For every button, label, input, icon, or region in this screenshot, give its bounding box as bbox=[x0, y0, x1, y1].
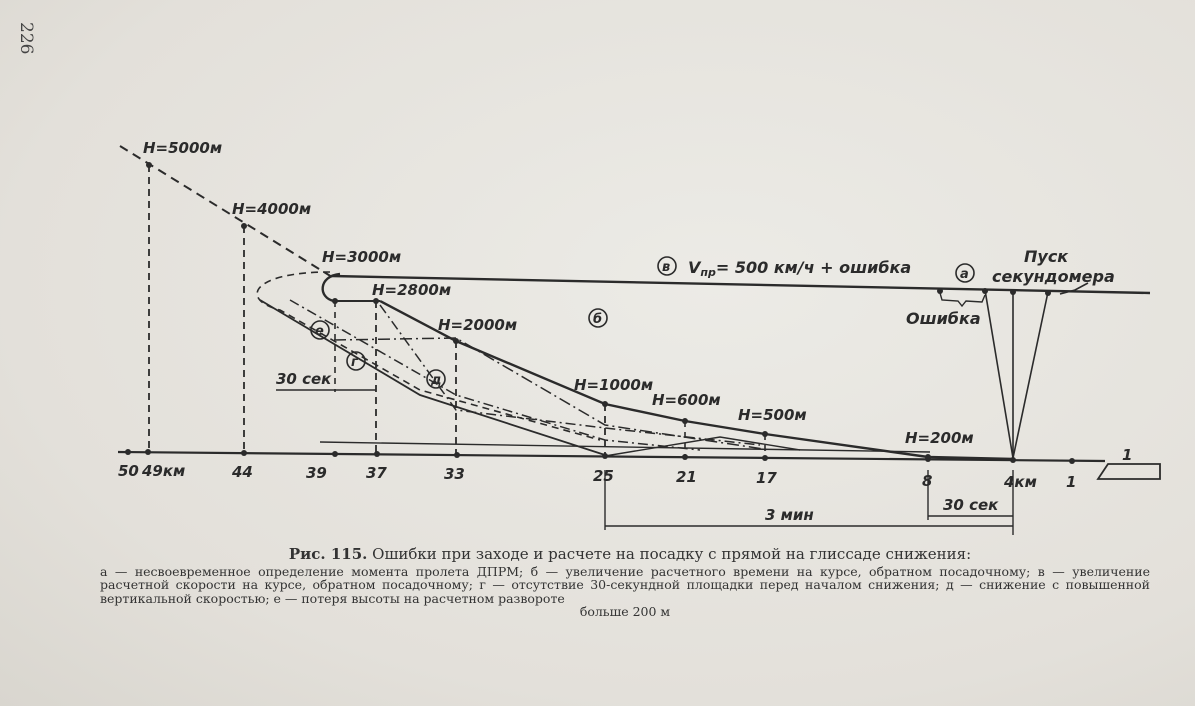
label-h4000: H=4000м bbox=[232, 200, 312, 218]
interval-3min: 3 мин bbox=[765, 506, 814, 524]
caption-body bbox=[100, 565, 1160, 619]
marker-e: е bbox=[315, 324, 324, 339]
funnel-left bbox=[985, 290, 1013, 458]
caption-body-text: а — несвоевременное определение момента пролета ДПРМ; б — увеличение расчетного времени на курсе, обратном посадочному; в — увеличение расчетной скорости на курсе, обратном посадочному; г — отсутствие 30-секундной площадки перед началом снижения; д — снижение с повышенной вертикальной скоростью; е — потеря высоты на расчетном развороте bbox=[100, 563, 1150, 606]
tick-39: 39 bbox=[306, 464, 327, 482]
caption-prefix: Рис. 115. bbox=[288, 545, 368, 563]
tick-50: 50 bbox=[118, 462, 139, 480]
error-label: Ошибка bbox=[906, 309, 981, 328]
tick-33: 33 bbox=[444, 465, 465, 483]
marker-g: г bbox=[351, 355, 358, 370]
tick-21: 21 bbox=[676, 468, 697, 486]
label-h1000: H=1000м bbox=[574, 376, 654, 394]
tick-4km: 4км bbox=[1004, 473, 1037, 491]
interval-30s-right: 30 сек bbox=[943, 496, 999, 514]
tick-25: 25 bbox=[593, 467, 614, 485]
stopwatch-label-1: Пуск bbox=[1024, 247, 1069, 266]
tick-8: 8 bbox=[922, 472, 933, 490]
label-h2800: H=2800м bbox=[372, 281, 452, 299]
label-h5000: H=5000м bbox=[143, 139, 223, 157]
runway-aircraft bbox=[1098, 464, 1160, 479]
marker-d: д bbox=[431, 373, 442, 388]
speed-label: Vпр= 500 км/ч + ошибка bbox=[688, 258, 912, 279]
arrow-label: 1 bbox=[1122, 446, 1133, 464]
figure-caption bbox=[100, 545, 1160, 619]
caption-title bbox=[100, 545, 1160, 563]
page-number: 226 bbox=[16, 22, 36, 55]
tick-49km: 49км bbox=[142, 462, 186, 480]
tick-44: 44 bbox=[232, 463, 253, 481]
label-h500: H=500м bbox=[738, 406, 807, 424]
label-h2000: H=2000м bbox=[438, 316, 518, 334]
tick-17: 17 bbox=[756, 469, 777, 487]
funnel-right bbox=[1013, 292, 1048, 458]
marker-a: а bbox=[960, 267, 969, 282]
tick-37: 37 bbox=[366, 464, 387, 482]
label-h600: H=600м bbox=[652, 391, 721, 409]
turn-arc bbox=[323, 274, 340, 301]
marker-v: в bbox=[662, 260, 671, 275]
caption-title-text: Ошибки при заходе и расчете на посадку с прямой на глиссаде снижения: bbox=[372, 545, 972, 563]
label-h3000: H=3000м bbox=[322, 248, 402, 266]
stopwatch-label-2: секундомера bbox=[992, 267, 1115, 286]
interval-30s-left: 30 сек bbox=[276, 370, 332, 388]
caption-body-last: больше 200 м bbox=[579, 604, 671, 619]
tick-1: 1 bbox=[1066, 473, 1077, 491]
error-brace bbox=[940, 293, 985, 306]
marker-b: б bbox=[593, 312, 603, 327]
label-h200: H=200м bbox=[905, 429, 974, 447]
